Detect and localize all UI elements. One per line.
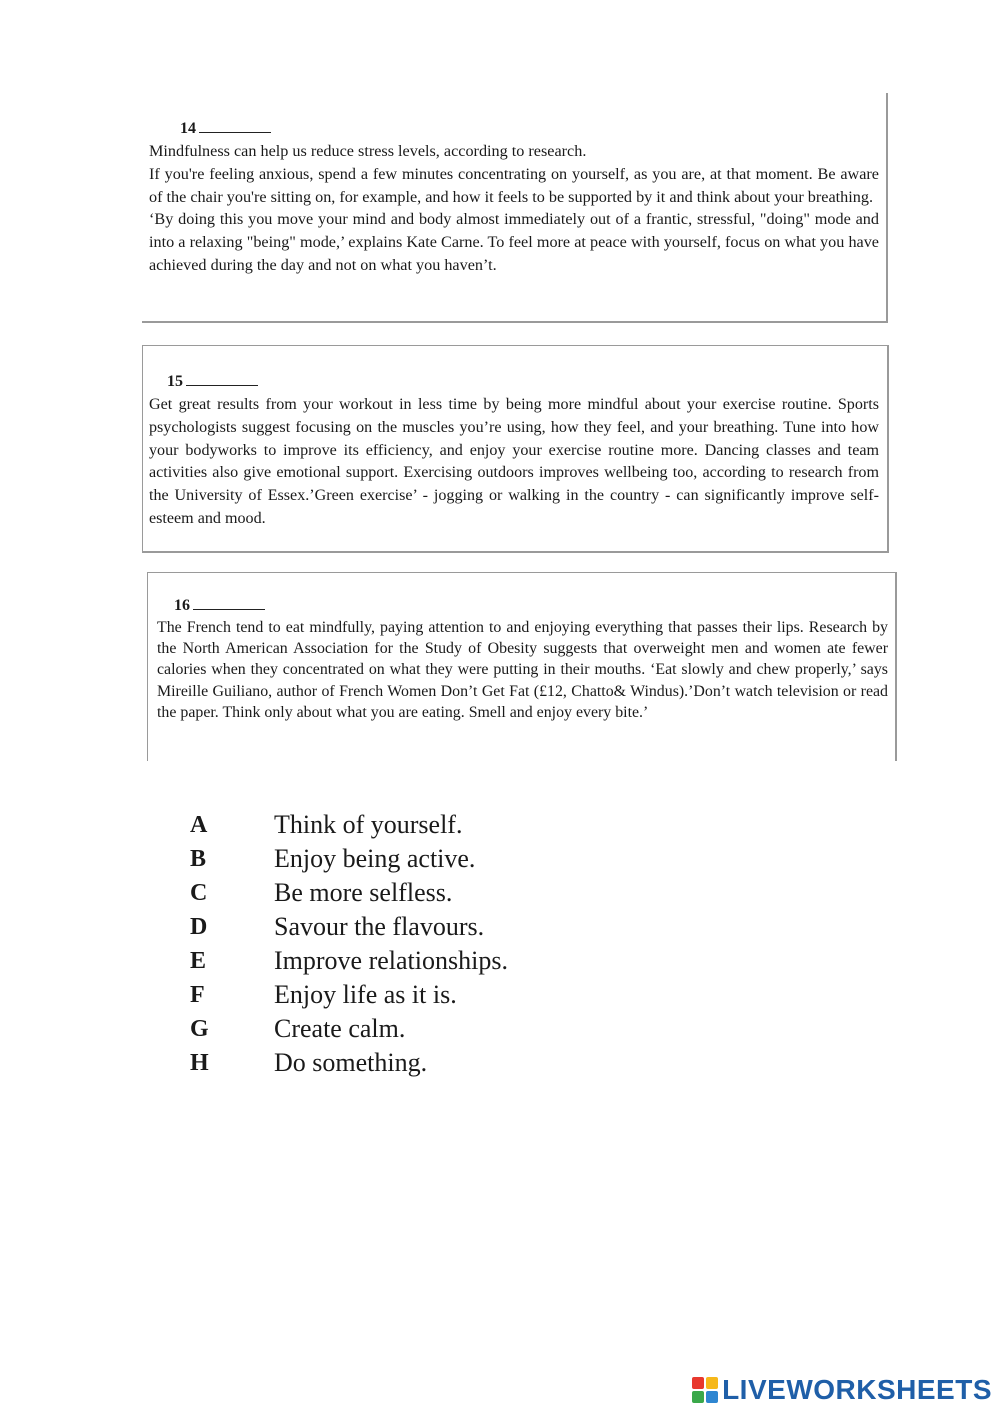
- paragraph: The French tend to eat mindfully, paying attention to and enjoying everything that passes their lips. Research by the North American Association for the Study of Obesity suggests that overweight men and women ate fewer calories when they concentrated on what they were putting in their mouths. ‘Eat slowly and chew properly,’ says Mireille Guiliano, author of French Women Don’t Get Fat (£12, Chatto& Windus).’Don’t watch television or read the paper. Think only about what you are eating. Smell and enjoy every bite.’: [157, 619, 888, 721]
- answer-blank[interactable]: [193, 597, 265, 610]
- option-letter: A: [190, 811, 208, 838]
- logo-icon: [692, 1377, 718, 1403]
- option-letter: B: [190, 845, 207, 872]
- paragraph: Get great results from your workout in less time by being more mindful about your exercise routine. Sports psychologists suggest focusing on the muscles you’re using, how they feel, and your breathing. Tune into how your bodyworks to improve its efficiency, and enjoy your exercise routine more. Dancing classes and team activities also give emotional support. Exercising outdoors improves wellbeing too, according to research from the University of Essex.’Green exercise’ - jogging or walking in the country - can significantly improve self-esteem and mood.: [149, 396, 879, 527]
- option-text: Enjoy life as it is.: [274, 980, 457, 1009]
- section-number-text: 15: [167, 373, 183, 390]
- option-text: Savour the flavours.: [274, 912, 485, 941]
- option-e: [190, 944, 508, 978]
- section-16-text: [157, 617, 888, 723]
- option-h: [190, 1046, 508, 1080]
- option-text: Be more selfless.: [274, 878, 453, 907]
- option-d: [190, 910, 508, 944]
- paragraph: ‘By doing this you move your mind and body almost immediately out of a frantic, stressful, "doing" mode and into a relaxing "being" mode,’ explains Kate Carne. To feel more at peace with yourself, focus on what you have achieved during the day and not on what you haven’t.: [149, 210, 879, 274]
- paragraph: If you're feeling anxious, spend a few minutes concentrating on yourself, as you are, at that moment. Be aware of the chair you're sitting on, for example, and how it feels to be supported by it and think about your breathing.: [149, 164, 879, 206]
- logo-text: LIVEWORKSHEETS: [722, 1374, 992, 1405]
- answer-blank[interactable]: [199, 120, 271, 133]
- section-16-number: [174, 597, 265, 615]
- section-14-text: [149, 140, 879, 277]
- section-16-box: [147, 572, 897, 761]
- section-14-number: [180, 120, 271, 138]
- option-c: [190, 876, 508, 910]
- option-a: [190, 808, 508, 842]
- option-text: Do something.: [274, 1048, 428, 1077]
- option-text: Think of yourself.: [274, 810, 463, 839]
- section-14-box: [142, 93, 888, 323]
- option-text: Enjoy being active.: [274, 844, 476, 873]
- option-text: Improve relationships.: [274, 946, 508, 975]
- section-number-text: 16: [174, 597, 190, 614]
- section-15-box: [142, 345, 889, 553]
- option-letter: E: [190, 947, 207, 974]
- section-15-number: [167, 373, 258, 391]
- heading-options-list: [190, 808, 508, 1080]
- option-f: [190, 978, 508, 1012]
- option-b: [190, 842, 508, 876]
- option-text: Create calm.: [274, 1014, 406, 1043]
- liveworksheets-logo[interactable]: [692, 1373, 992, 1407]
- option-letter: H: [190, 1049, 209, 1076]
- option-g: [190, 1012, 508, 1046]
- section-number-text: 14: [180, 120, 196, 137]
- option-letter: C: [190, 879, 208, 906]
- option-letter: F: [190, 981, 205, 1008]
- section-15-text: [149, 394, 879, 531]
- option-letter: G: [190, 1015, 209, 1042]
- paragraph: Mindfulness can help us reduce stress levels, according to research.: [149, 142, 587, 160]
- option-letter: D: [190, 913, 208, 940]
- answer-blank[interactable]: [186, 373, 258, 386]
